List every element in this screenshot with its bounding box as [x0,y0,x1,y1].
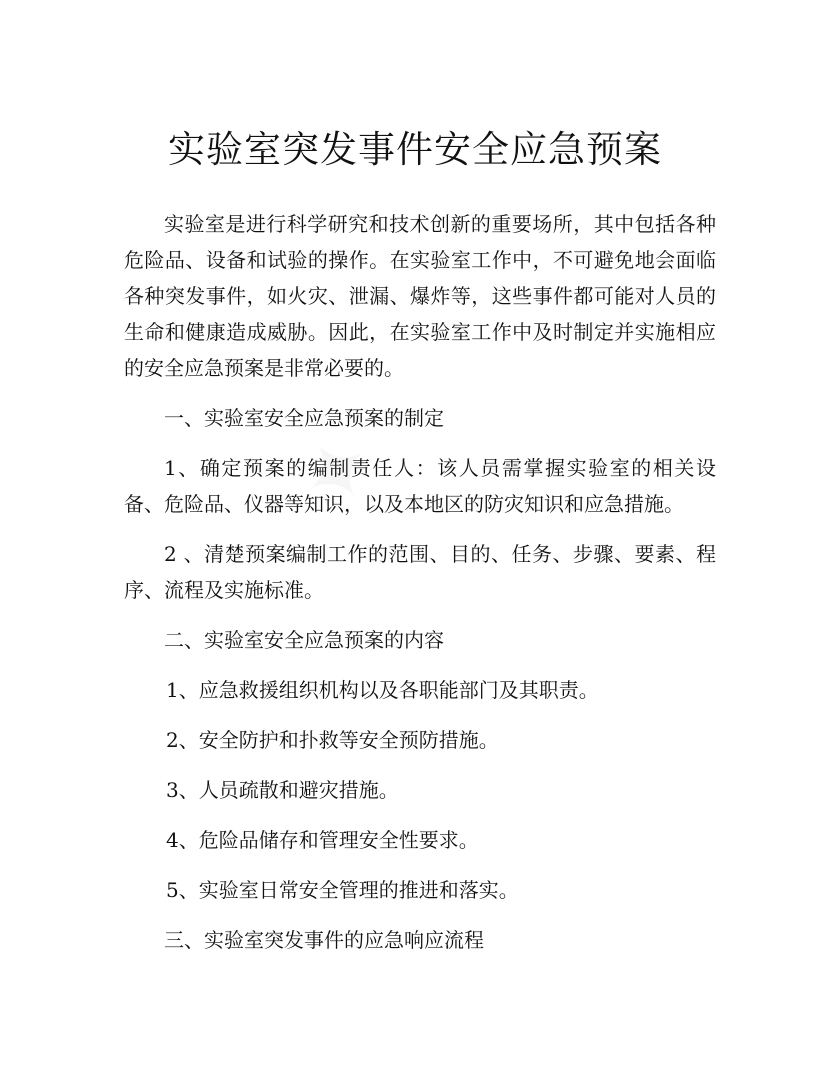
section-2-heading: 二、实验室安全应急预案的内容 [164,628,444,652]
section-2-item-3: 3、人员疏散和避灾措施。 [166,778,399,802]
document-title: 实验室突发事件安全应急预案 [168,128,662,171]
section-1-heading: 一、实验室安全应急预案的制定 [164,406,444,430]
section-1-item-1: 1、确定预案的编制责任人：该人员需掌握实验室的相关设备、危险品、仪器等知识，以及本地区的防灾知识和应急措施。 [124,456,716,516]
intro-paragraph: 实验室是进行科学研究和技术创新的重要场所，其中包括各种危险品、设备和试验的操作。在实验室工作中，不可避免地会面临各种突发事件，如火灾、泄漏、爆炸等，这些事件都可能对人员的生命和健康造成威胁。因此，在实验室工作中及时制定并实施相应的安全应急预案是非常必要的。 [124,212,716,380]
section-2-item-1: 1、应急救援组织机构以及各职能部门及其职责。 [166,678,599,702]
section-2-item-2: 2、安全防护和扑救等安全预防措施。 [166,728,499,752]
section-2-item-4: 4、危险品储存和管理安全性要求。 [166,828,479,852]
section-3-heading: 三、实验室突发事件的应急响应流程 [164,928,484,952]
section-1-item-2: 2 、清楚预案编制工作的范围、目的、任务、步骤、要素、程序、流程及实施标准。 [124,542,716,602]
section-2-item-5: 5、实验室日常安全管理的推进和落实。 [166,878,519,902]
document-body [124,206,716,958]
